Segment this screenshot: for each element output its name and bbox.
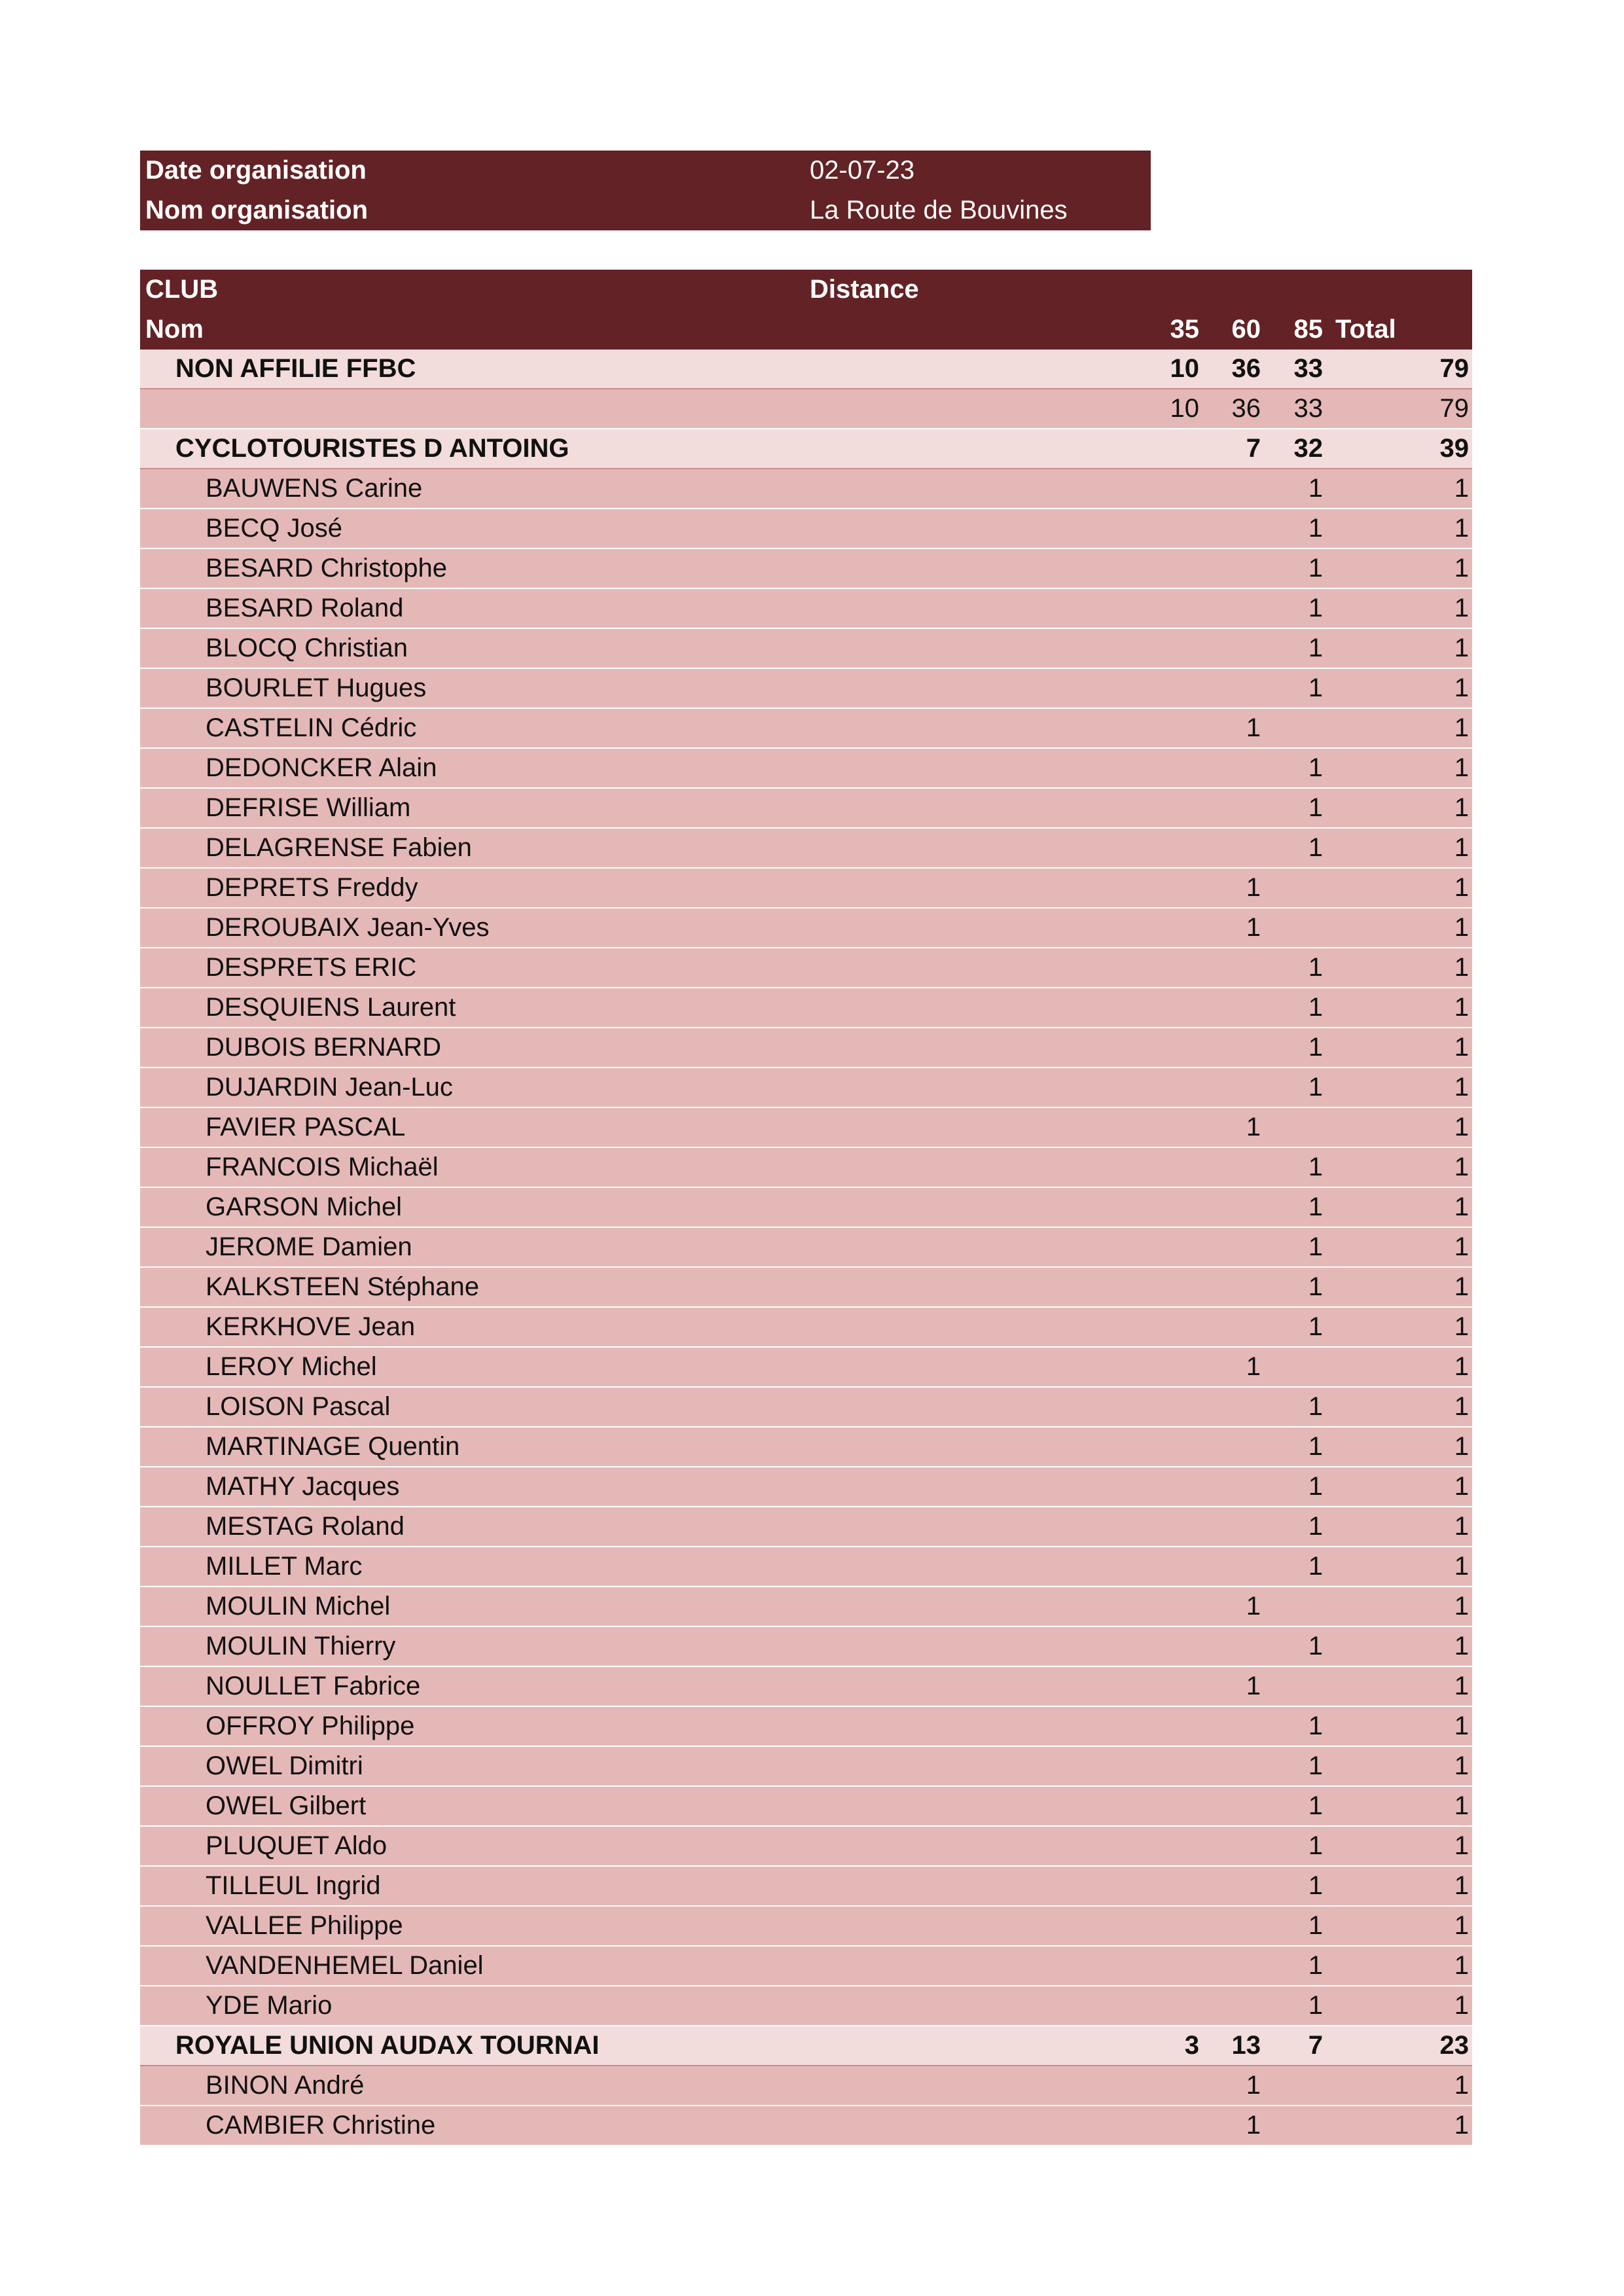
member-row [140,1467,1472,1507]
member-row [140,469,1472,509]
cell-60: 1 [1246,873,1261,902]
member-row [140,1627,1472,1667]
cell-total: 1 [1454,1193,1469,1221]
cell-85: 1 [1308,673,1323,702]
row-name: OWEL Gilbert [206,1791,367,1820]
cell-total: 23 [1439,2031,1469,2060]
cell-85: 1 [1308,1632,1323,1660]
member-row [140,1667,1472,1707]
club-row [140,429,1472,469]
row-name: KALKSTEEN Stéphane [206,1272,480,1301]
row-name: NON AFFILIE FFBC [175,354,416,383]
member-row [140,669,1472,709]
cell-60: 13 [1231,2031,1261,2060]
row-name: BESARD Roland [206,594,404,622]
cell-total: 1 [1454,753,1469,782]
member-row [140,1587,1472,1627]
member-row [140,1707,1472,1747]
cell-total: 1 [1454,1352,1469,1381]
cell-60: 36 [1231,394,1261,423]
member-row [140,2066,1472,2106]
cell-total: 1 [1454,953,1469,982]
row-name: BECQ José [206,514,342,543]
member-row [140,948,1472,988]
member-row [140,1068,1472,1108]
member-row [140,1028,1472,1068]
cell-total: 1 [1454,1472,1469,1501]
row-name: ROYALE UNION AUDAX TOURNAI [175,2031,600,2060]
member-row [140,1986,1472,2026]
cell-60: 1 [1246,1672,1261,1700]
club-row [140,350,1472,389]
cell-total: 1 [1454,554,1469,583]
cell-60: 1 [1246,2071,1261,2100]
row-name: FAVIER PASCAL [206,1113,406,1141]
row-name: CASTELIN Cédric [206,713,417,742]
cell-total: 1 [1454,1232,1469,1261]
member-row [140,1827,1472,1867]
cell-60: 1 [1246,1352,1261,1381]
cell-60: 36 [1231,354,1261,383]
cell-60: 1 [1246,1113,1261,1141]
member-row [140,1427,1472,1467]
member-row [140,749,1472,789]
member-row [140,829,1472,869]
member-row [140,1547,1472,1587]
cell-85: 1 [1308,1911,1323,1940]
distance-85-header: 85 [1293,315,1323,344]
cell-total: 1 [1454,1113,1469,1141]
member-row [140,1747,1472,1787]
row-name: DUJARDIN Jean-Luc [206,1073,453,1102]
row-name: LEROY Michel [206,1352,377,1381]
cell-total: 1 [1454,1791,1469,1820]
member-row [140,1907,1472,1946]
cell-85: 1 [1308,833,1323,862]
row-name: DELAGRENSE Fabien [206,833,472,862]
row-name: VANDENHEMEL Daniel [206,1951,484,1980]
cell-total: 1 [1454,913,1469,942]
cell-85: 1 [1308,1831,1323,1860]
row-name: JEROME Damien [206,1232,412,1261]
row-name: BESARD Christophe [206,554,448,583]
cell-60: 7 [1246,434,1261,463]
row-name: BAUWENS Carine [206,474,423,503]
cell-85: 1 [1308,753,1323,782]
row-name: MATHY Jacques [206,1472,400,1501]
row-name: YDE Mario [206,1991,333,2020]
cell-total: 1 [1454,1871,1469,1900]
date-row [140,151,1151,190]
member-row [140,1787,1472,1827]
member-row [140,1308,1472,1348]
row-name: BOURLET Hugues [206,673,427,702]
cell-85: 1 [1308,1073,1323,1102]
row-name: CYCLOTOURISTES D ANTOING [175,434,569,463]
member-row [140,549,1472,589]
row-name: KERKHOVE Jean [206,1312,416,1341]
row-name: BLOCQ Christian [206,634,408,662]
row-name: FRANCOIS Michaël [206,1153,439,1181]
member-row [140,1228,1472,1268]
cell-total: 1 [1454,1951,1469,1980]
cell-total: 79 [1439,354,1469,383]
cell-85: 1 [1308,1432,1323,1461]
table-body [140,350,1472,2146]
cell-85: 1 [1308,1871,1323,1900]
member-row [140,1388,1472,1427]
cell-total: 1 [1454,993,1469,1022]
cell-85: 1 [1308,514,1323,543]
cell-total: 1 [1454,1632,1469,1660]
row-name: GARSON Michel [206,1193,403,1221]
cell-85: 1 [1308,1951,1323,1980]
row-name: PLUQUET Aldo [206,1831,388,1860]
cell-85: 1 [1308,474,1323,503]
row-name: MARTINAGE Quentin [206,1432,460,1461]
cell-85: 7 [1308,2031,1323,2060]
cell-85: 1 [1308,634,1323,662]
cell-total: 1 [1454,1672,1469,1700]
date-label: Date organisation [145,156,367,185]
cell-total: 1 [1454,793,1469,822]
distance-60-header: 60 [1231,315,1261,344]
cell-total: 1 [1454,1831,1469,1860]
distance-35-header: 35 [1170,315,1199,344]
member-row [140,1188,1472,1228]
cell-85: 1 [1308,1472,1323,1501]
member-row [140,629,1472,669]
club-row [140,2026,1472,2066]
cell-total: 1 [1454,1033,1469,1062]
organisation-name-value: La Route de Bouvines [810,196,1068,224]
cell-total: 1 [1454,1911,1469,1940]
row-name: LOISON Pascal [206,1392,391,1421]
member-row [140,709,1472,749]
row-name: DEPRETS Freddy [206,873,418,902]
member-row [140,988,1472,1028]
row-name: OFFROY Philippe [206,1712,415,1740]
cell-85: 1 [1308,953,1323,982]
member-row [140,789,1472,829]
cell-85: 1 [1308,554,1323,583]
cell-85: 1 [1308,1552,1323,1581]
date-value: 02-07-23 [810,156,915,185]
cell-35: 3 [1184,2031,1199,2060]
cell-total: 79 [1439,394,1469,423]
cell-85: 1 [1308,793,1323,822]
cell-total: 1 [1454,594,1469,622]
cell-total: 39 [1439,434,1469,463]
cell-total: 1 [1454,1552,1469,1581]
cell-total: 1 [1454,2111,1469,2140]
cell-85: 1 [1308,1312,1323,1341]
distance-column-header: Distance [810,275,919,304]
cell-35: 10 [1170,354,1199,383]
club-column-header: CLUB [145,275,219,304]
cell-85: 1 [1308,1392,1323,1421]
cell-85: 1 [1308,1272,1323,1301]
cell-total: 1 [1454,474,1469,503]
row-name: NOULLET Fabrice [206,1672,421,1700]
member-row [140,1507,1472,1547]
organisation-name-row [140,190,1151,230]
cell-85: 1 [1308,1232,1323,1261]
organisation-name-label: Nom organisation [145,196,369,224]
cell-total: 1 [1454,1751,1469,1780]
row-name: DESPRETS ERIC [206,953,417,982]
cell-60: 1 [1246,1592,1261,1621]
member-row [140,1148,1472,1188]
row-name: TILLEUL Ingrid [206,1871,381,1900]
cell-85: 1 [1308,1791,1323,1820]
cell-85: 1 [1308,1033,1323,1062]
cell-total: 1 [1454,1712,1469,1740]
member-row [140,1867,1472,1907]
cell-85: 1 [1308,594,1323,622]
row-name: MESTAG Roland [206,1512,405,1541]
cell-total: 1 [1454,713,1469,742]
member-row [140,869,1472,908]
cell-85: 32 [1293,434,1323,463]
cell-85: 1 [1308,1153,1323,1181]
header-row-nom [140,310,1472,350]
cell-total: 1 [1454,873,1469,902]
row-name: DEROUBAIX Jean-Yves [206,913,490,942]
row-name: MOULIN Michel [206,1592,391,1621]
cell-total: 1 [1454,673,1469,702]
cell-85: 1 [1308,1193,1323,1221]
row-name: DUBOIS BERNARD [206,1033,442,1062]
cell-total: 1 [1454,1991,1469,2020]
row-name: VALLEE Philippe [206,1911,403,1940]
cell-total: 1 [1454,634,1469,662]
cell-total: 1 [1454,514,1469,543]
cell-total: 1 [1454,1592,1469,1621]
pivot-table [140,270,1472,2146]
nom-column-header: Nom [145,315,204,344]
subtotal-row [140,389,1472,429]
row-name: DEDONCKER Alain [206,753,437,782]
cell-60: 1 [1246,913,1261,942]
header-row-club [140,270,1472,310]
cell-total: 1 [1454,1432,1469,1461]
cell-60: 1 [1246,2111,1261,2140]
cell-total: 1 [1454,2071,1469,2100]
row-name: MILLET Marc [206,1552,363,1581]
cell-85: 33 [1293,354,1323,383]
cell-85: 1 [1308,1991,1323,2020]
row-name: CAMBIER Christine [206,2111,436,2140]
cell-85: 1 [1308,1751,1323,1780]
cell-85: 1 [1308,993,1323,1022]
row-name: BINON André [206,2071,365,2100]
cell-total: 1 [1454,1512,1469,1541]
cell-total: 1 [1454,1272,1469,1301]
member-row [140,1348,1472,1388]
member-row [140,908,1472,948]
cell-total: 1 [1454,1312,1469,1341]
row-name: MOULIN Thierry [206,1632,396,1660]
cell-85: 1 [1308,1712,1323,1740]
member-row [140,589,1472,629]
member-row [140,1108,1472,1148]
member-row [140,2106,1472,2146]
row-name: DESQUIENS Laurent [206,993,456,1022]
cell-35: 10 [1170,394,1199,423]
cell-60: 1 [1246,713,1261,742]
member-row [140,1268,1472,1308]
cell-total: 1 [1454,833,1469,862]
row-name: OWEL Dimitri [206,1751,363,1780]
member-row [140,1946,1472,1986]
cell-total: 1 [1454,1153,1469,1181]
cell-85: 33 [1293,394,1323,423]
total-header: Total [1335,315,1396,344]
organisation-info-table [140,151,1151,230]
cell-total: 1 [1454,1073,1469,1102]
cell-total: 1 [1454,1392,1469,1421]
row-name: DEFRISE William [206,793,411,822]
cell-85: 1 [1308,1512,1323,1541]
member-row [140,509,1472,549]
